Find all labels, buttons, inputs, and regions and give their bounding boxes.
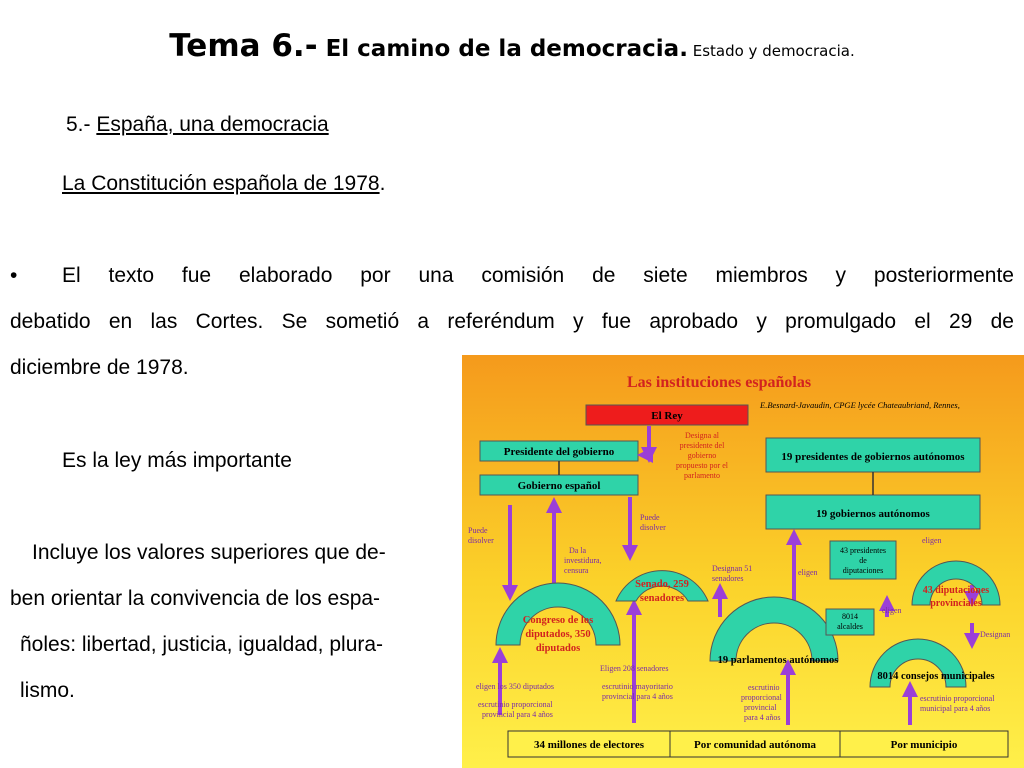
paragraph-line-1-text: El texto fue elaborado por una comisión de siete miembros y posteriormente xyxy=(62,264,1014,287)
presidentes-autonomos-label: 19 presidentes de gobiernos autónomos xyxy=(781,451,965,463)
diagram-title: Las instituciones españolas xyxy=(627,374,812,391)
congreso-2: diputados, 350 xyxy=(525,629,591,640)
escrutinio-mayor-2: provincial para 4 años xyxy=(602,692,673,701)
designan51-2: senadores xyxy=(712,574,744,583)
designa-line-3: gobierno xyxy=(687,451,717,460)
bullet: • xyxy=(10,264,18,287)
title-sub: Estado y democracia. xyxy=(687,42,855,60)
parlamentos-label: 19 parlamentos autónomos xyxy=(717,655,839,666)
designa-line-5: parlamento xyxy=(684,471,720,480)
escrutinio-prop-prov-1: escrutinio proporcional xyxy=(478,700,553,709)
paragraph-line-3: diciembre de 1978. xyxy=(10,356,189,379)
title-main: Tema 6.- xyxy=(169,28,318,64)
values-line-3: ñoles: libertad, justicia, igualdad, plura- xyxy=(20,633,384,656)
eligen208: Eligen 208 senadores xyxy=(600,664,669,673)
values-text xyxy=(0,530,386,714)
pd-3: diputaciones xyxy=(842,566,884,575)
designa-line-2: presidente del xyxy=(679,441,725,450)
consejos-label: 8014 consejos municipales xyxy=(877,671,995,682)
designan-label: Designan xyxy=(980,630,1011,639)
investidura-1: Da la xyxy=(569,546,587,555)
gobiernos-autonomos-label: 19 gobiernos autónomos xyxy=(816,508,930,520)
el-rey-label: El Rey xyxy=(651,410,683,422)
pd-1: 43 presidentes xyxy=(840,546,886,555)
values-line-2: ben orientar la convivencia de los espa- xyxy=(10,587,381,610)
escrutinio-muni-1: escrutinio proporcional xyxy=(920,694,995,703)
pd-2: de xyxy=(859,556,867,565)
puede-left-2: disolver xyxy=(468,536,494,545)
senado-2: senadores xyxy=(639,593,685,604)
section-heading xyxy=(66,102,329,148)
gobierno-label: Gobierno español xyxy=(517,480,601,492)
paragraph-line-2: debatido en las Cortes. Se sometió a referéndum y fue aprobado y promulgado el 29 de xyxy=(10,310,1014,333)
alcaldes-2: alcaldes xyxy=(837,622,863,631)
electores-label: 34 millones de electores xyxy=(533,739,645,751)
puede-left-1: Puede xyxy=(468,526,488,535)
eligen350: eligen los 350 diputados xyxy=(476,682,554,691)
paragraph-line-1 xyxy=(10,253,1014,299)
designan51-1: Designan 51 xyxy=(712,564,753,573)
investidura-3: censura xyxy=(564,566,589,575)
escrutinio-muni-2: municipal para 4 años xyxy=(920,704,991,713)
designa-line-1: Designa al xyxy=(685,431,719,440)
section-title: España, una democracia xyxy=(96,113,329,136)
designa-line-4: propuesto por el xyxy=(676,461,728,470)
diputaciones-1: 43 diputaciones xyxy=(922,585,990,596)
escrutinio-mayor-1: escrutinio mayoritario xyxy=(602,682,673,691)
values-line-1: Incluye los valores superiores que de- xyxy=(32,541,386,564)
escrutinio-auto-4: para 4 años xyxy=(744,713,781,722)
eligen-label: eligen xyxy=(798,568,818,577)
diagram-credit: E.Besnard-Javaudin, CPGE lycée Chateaubriand, Rennes, xyxy=(760,400,960,410)
law-text: Es la ley más importante xyxy=(62,449,292,472)
constitution-heading xyxy=(62,161,385,207)
investidura-2: investidura, xyxy=(564,556,602,565)
constitution-title: La Constitución española de 1978 xyxy=(62,172,380,195)
eligen-top: eligen xyxy=(922,536,942,545)
escrutinio-auto-2: proporcional xyxy=(741,693,782,702)
title-topic: El camino de la democracia. xyxy=(317,36,688,62)
presidente-label: Presidente del gobierno xyxy=(503,446,615,458)
escrutinio-auto-1: escrutinio xyxy=(748,683,780,692)
page-title xyxy=(0,28,1024,64)
alcaldes-1: 8014 xyxy=(842,612,858,621)
constitution-suffix: . xyxy=(379,172,386,195)
section-number: 5.- xyxy=(66,113,91,136)
puede-mid-1: Puede xyxy=(640,513,660,522)
escrutinio-prop-prov-2: provincial para 4 años xyxy=(482,710,553,719)
institutions-diagram xyxy=(462,355,1024,768)
eligen-mid: eligen xyxy=(882,606,902,615)
senado-1: Senado, 259 xyxy=(635,579,689,590)
congreso-1: Congreso de los xyxy=(522,615,594,626)
puede-mid-2: disolver xyxy=(640,523,666,532)
por-comunidad-label: Por comunidad autónoma xyxy=(693,739,817,751)
escrutinio-auto-3: provincial xyxy=(744,703,777,712)
congreso-3: diputados xyxy=(535,643,581,654)
values-line-4: lismo. xyxy=(20,679,75,702)
diputaciones-2: provinciales xyxy=(930,598,982,609)
por-municipio-label: Por municipio xyxy=(890,739,958,751)
